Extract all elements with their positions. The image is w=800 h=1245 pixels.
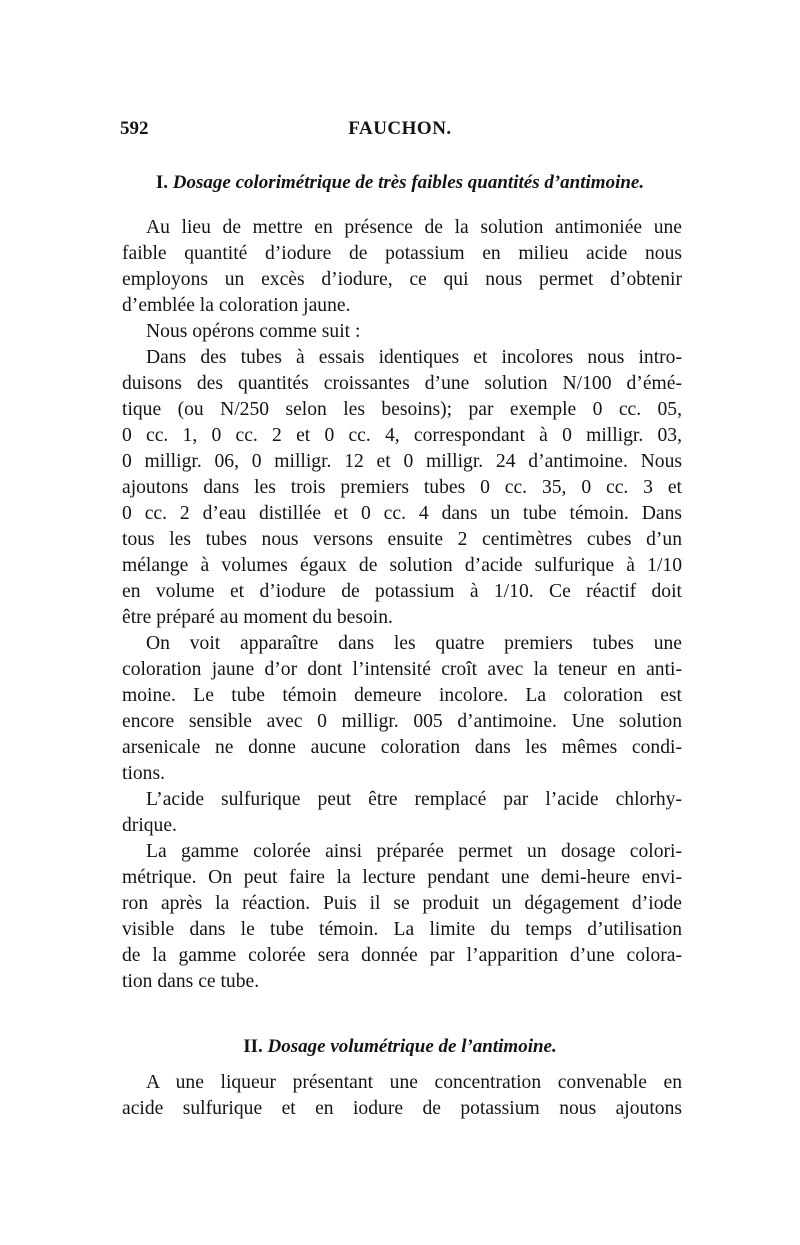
text-line: L’acide sulfurique peut être remplacé par l’acide chlorhy- [146, 789, 682, 810]
text-line: tique (ou N/250 selon les besoins); par exemple 0 cc. 05, [122, 399, 682, 420]
text-line: drique. [122, 815, 177, 836]
text-line: A une liqueur présentant une concentration convenable en [146, 1072, 682, 1093]
text-line: acide sulfurique et en iodure de potassium nous ajoutons [122, 1098, 682, 1119]
text-line: 0 cc. 1, 0 cc. 2 et 0 cc. 4, correspondant à 0 milligr. 03, [122, 425, 682, 446]
section-title-text: Dosage volumétrique de l’antimoine. [267, 1036, 557, 1057]
page-number: 592 [120, 118, 149, 139]
text-line: tion dans ce tube. [122, 971, 260, 992]
text-line: d’emblée la coloration jaune. [122, 295, 351, 316]
text-line: arsenicale ne donne aucune coloration dans les mêmes condi- [122, 737, 682, 758]
text-line: encore sensible avec 0 milligr. 005 d’antimoine. Une solution [122, 711, 682, 732]
text-line: tions. [122, 763, 166, 784]
text-line: Au lieu de mettre en présence de la solution antimoniée une [146, 217, 682, 238]
text-line: ajoutons dans les trois premiers tubes 0 cc. 35, 0 cc. 3 et [122, 477, 682, 498]
text-line: 0 milligr. 06, 0 milligr. 12 et 0 milligr. 24 d’antimoine. Nous [122, 451, 682, 472]
section-number: II. [243, 1036, 263, 1057]
text-line: visible dans le tube témoin. La limite du temps d’utilisation [122, 919, 682, 940]
page-header [120, 118, 680, 148]
text-line: mélange à volumes égaux de solution d’acide sulfurique à 1/10 [122, 555, 682, 576]
section-body-volumetric [122, 1070, 682, 1122]
section-title-text: Dosage colorimétrique de très faibles quantités d’antimoine. [172, 172, 645, 193]
text-line: 0 cc. 2 d’eau distillée et 0 cc. 4 dans un tube témoin. Dans [122, 503, 682, 524]
section-body-colorimetric [122, 215, 682, 995]
text-line: faible quantité d’iodure de potassium en milieu acide nous [122, 243, 682, 264]
text-line: ron après la réaction. Puis il se produit un dégagement d’iode [122, 893, 682, 914]
text-line: Nous opérons comme suit : [146, 321, 361, 342]
section-number: I. [155, 172, 169, 193]
text-line: coloration jaune d’or dont l’intensité croît avec la teneur en anti- [122, 659, 682, 680]
running-head: FAUCHON. [348, 118, 452, 139]
text-line: en volume et d’iodure de potassium à 1/10. Ce réactif doit [122, 581, 682, 602]
text-line: de la gamme colorée sera donnée par l’apparition d’une colora- [122, 945, 682, 966]
text-line: On voit apparaître dans les quatre premiers tubes une [146, 633, 682, 654]
text-line: duisons des quantités croissantes d’une solution N/100 d’émé- [122, 373, 682, 394]
section-title-volumetric [120, 1036, 680, 1058]
text-line: moine. Le tube témoin demeure incolore. La coloration est [122, 685, 682, 706]
text-line: être préparé au moment du besoin. [122, 607, 393, 628]
text-line: métrique. On peut faire la lecture pendant une demi-heure envi- [122, 867, 682, 888]
text-line: employons un excès d’iodure, ce qui nous permet d’obtenir [122, 269, 682, 290]
text-line: La gamme colorée ainsi préparée permet un dosage colori- [146, 841, 682, 862]
section-title-colorimetric [120, 172, 680, 194]
text-line: Dans des tubes à essais identiques et incolores nous intro- [146, 347, 682, 368]
text-line: tous les tubes nous versons ensuite 2 centimètres cubes d’un [122, 529, 682, 550]
